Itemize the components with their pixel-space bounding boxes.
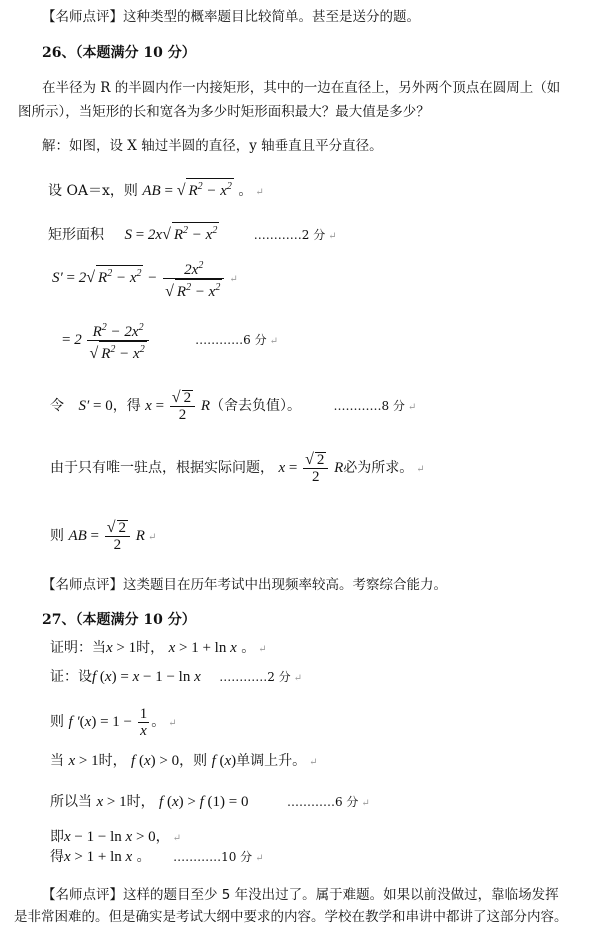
deriv-label: 则 [50,713,64,730]
line4-mid: 时， [98,753,127,769]
return-mark: ↵ [168,717,177,729]
comment-3-line2: 是非常困难的。但是确实是考试大纲中要求的内容。学校在教学和串讲中都讲了这部分内容。 [14,909,568,925]
step2-formula: S = 2x√ $R^2 - x^2$ [124,227,219,243]
q26-score-8: …………8 分 [333,398,405,413]
line6-formula: x − 1 − ln x > 0 [64,829,156,845]
line4-cond: x > 1 [68,753,99,769]
q26-step6 [50,452,425,485]
step1-formula: AB = √ $R^2 - x^2$ [142,183,234,199]
step7-formula: AB = $\frac{√ 2}{2}$ R [68,519,145,553]
claim-cond: x > 1 [106,640,137,656]
line4-formula: f (x) > 0 [131,753,180,769]
q27-proof [50,668,302,688]
step2-label: 矩形面积 [48,227,104,243]
return-mark: ↵ [255,187,264,198]
claim-label: 证明：当 [50,640,106,656]
line4-label: 当 [50,753,64,769]
comment-3-line1: 【名师点评】这样的题目至少 5 年没出过了。属于难题。如果以前没做过，靠临场发挥 [42,887,559,903]
step5-suffix: （舍去负值）。 [210,397,301,414]
q27-header: 27、（本题满分 10 分） [42,612,196,628]
line5-mid: 时， [126,794,155,810]
q26-step4 [62,320,278,362]
q27-score-6: …………6 分 [286,795,359,809]
return-mark: ↵ [407,401,417,413]
claim-formula: x > 1 + ln x [168,640,237,656]
step4-formula: = 2 $\frac{R^2 - 2x^2}{√ R^2 - x^2}$ [62,332,151,348]
return-mark: ↵ [229,274,238,286]
q26-step3 [52,258,238,300]
claim-mid: 时， [136,640,165,656]
line5-label: 所以当 [50,794,92,810]
q27-claim: 证明：当x > 1时， x > 1 + ln x 。 ↵ [50,640,267,656]
step7-label: 则 [50,527,64,544]
proof-label: 证：设 [50,669,92,685]
step3-formula: S′ = 2√ $R^2 - x^2$ − $\frac{2x^2}{√ R^2 - x^2}$ [52,270,226,286]
return-mark: ↵ [172,833,182,844]
return-mark: ↵ [255,853,264,864]
q27-line6: 即x − 1 − ln x > 0， ↵ [50,829,182,845]
step5-cond: S′ = 0 [78,397,113,414]
comment-1: 【名师点评】这种类型的概率题目比较简单。甚至是送分的题。 [42,9,420,25]
line5-cond: x > 1 [96,794,127,810]
return-mark: ↵ [416,463,425,475]
step5-label: 令 [50,397,64,414]
q26-score-6: …………6 分 [195,333,267,348]
step6-label: 由于只有唯一驻点，根据实际问题， [50,459,274,476]
return-mark: ↵ [258,644,267,655]
q27-line7: 得x > 1 + ln x 。 …………10 分 ↵ [50,849,264,865]
step1-label: 设 OA＝x，则 [48,183,138,199]
q26-step5 [50,390,416,423]
q26-problem-line2: 图所示），当矩形的长和宽各为多少时矩形面积最大？最大值是多少？ [18,104,430,120]
q26-score-2: …………2 分 [253,228,326,242]
return-mark: ↵ [309,757,318,768]
q26-step2 [48,222,337,246]
q26-header: 26、（本题满分 10 分） [42,45,196,61]
return-mark: ↵ [269,336,278,348]
q26-step7 [50,520,156,553]
deriv-formula: f ′(x) = 1 − $\frac{1}{x}$ [68,706,148,739]
q26-problem-line1: 在半径为 R 的半圆内作一内接矩形，其中的一边在直径上，另外两个顶点在圆周上（如 [42,80,561,96]
comment-2: 【名师点评】这类题目在历年考试中出现频率较高。考察综合能力。 [42,577,447,593]
q26-step1: 设 OA＝x，则 AB = √ $R^2 - x^2$ 。 ↵ [48,178,264,202]
step6-suffix: 必为所求。 [343,459,414,476]
q27-score-10: …………10 分 [173,850,253,864]
step5-mid: ，得 [112,397,141,414]
line4-suffix: 单调上升。 [236,753,307,769]
line4-mid2: ，则 [179,753,208,769]
return-mark: ↵ [328,231,337,242]
q27-line4 [50,752,318,772]
line5-formula: f (x) > f (1) = 0 [159,794,249,810]
return-mark: ↵ [147,531,157,543]
return-mark: ↵ [361,798,370,809]
q26-solution-intro: 解：如图，设 X 轴过半圆的直径，y 轴垂直且平分直径。 [42,138,383,154]
proof-formula: f (x) = x − 1 − ln x [92,669,201,685]
step5-formula: x = $\frac{√ 2}{2}$ R [145,389,210,423]
step6-formula: x = $\frac{√ 2}{2}$ R [278,451,344,485]
line6-label: 即 [50,829,64,845]
line7-formula: x > 1 + ln x [64,849,133,865]
line4-func: f (x) [211,753,237,769]
q27-score-2: …………2 分 [219,670,291,684]
q27-line5 [50,793,370,813]
q27-derivative: 则 f ′(x) = 1 − $\frac{1}{x}$ 。 ↵ [50,706,177,739]
return-mark: ↵ [293,673,303,684]
line7-label: 得 [50,849,64,865]
